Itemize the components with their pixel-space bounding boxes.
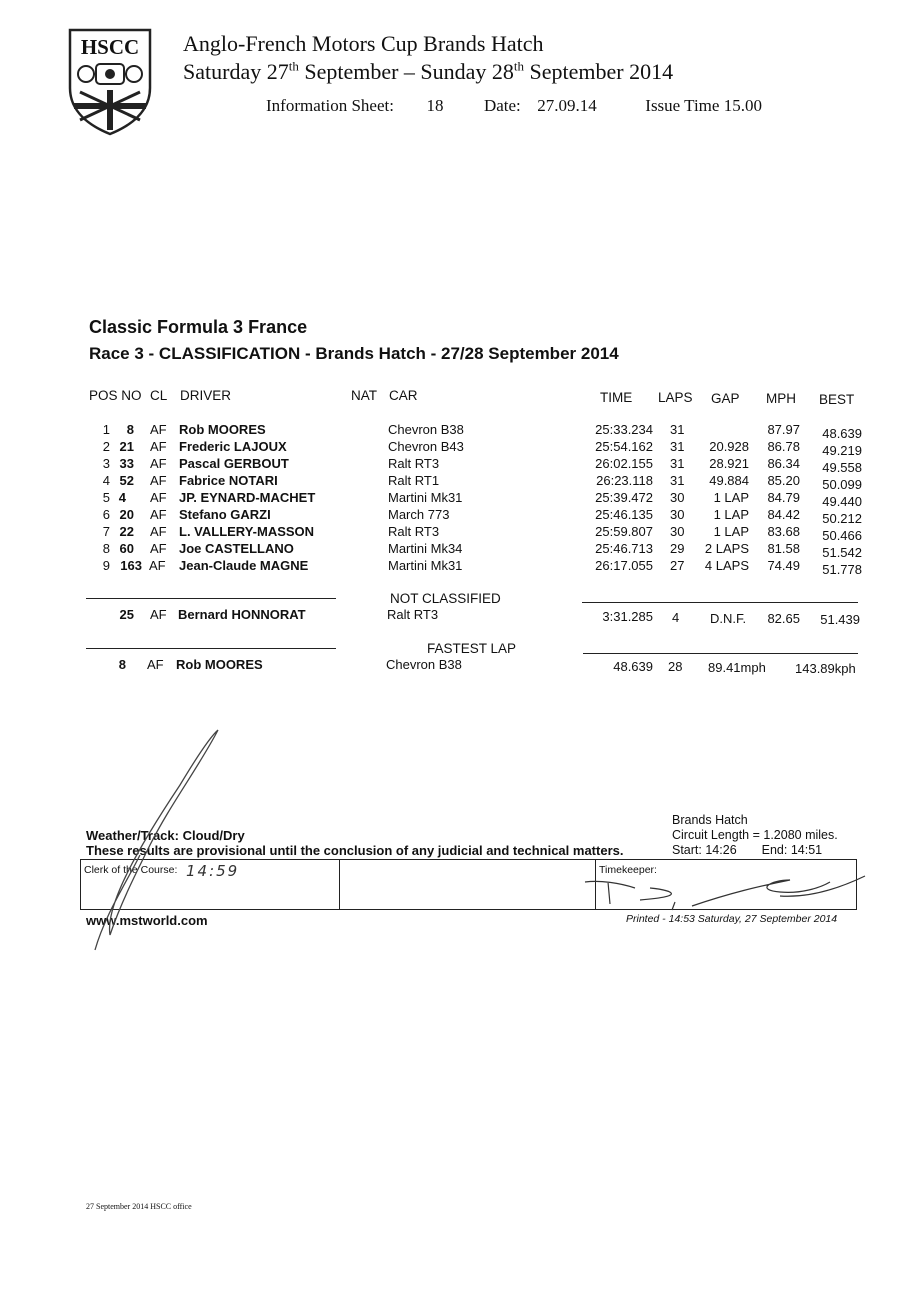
provisional-notice: These results are provisional until the conclusion of any judicial and technical matters. <box>86 843 624 858</box>
weather-track: Weather/Track: Cloud/Dry <box>86 828 245 843</box>
col-header-cl: CL <box>150 388 168 403</box>
date-value: 27.09.14 <box>537 96 597 115</box>
col-header-pos-no: POS NO <box>89 388 142 403</box>
info-sheet-number: 18 <box>426 96 444 115</box>
table-row: 9 163 AF Jean-Claude MAGNE Martini Mk31 26:17.055 27 4 LAPS 74.49 51.778 <box>102 558 862 577</box>
event-dates: Saturday 27th September – Sunday 28th September 2014 <box>183 58 674 84</box>
col-header-gap: GAP <box>711 391 740 406</box>
divider <box>86 598 336 599</box>
info-sheet-label: Information Sheet: <box>266 96 394 115</box>
end-label: End: <box>761 843 788 857</box>
printed-timestamp: Printed - 14:53 Saturday, 27 September 2014 <box>626 913 838 925</box>
clerk-of-course-label: Clerk of the Course: <box>84 864 178 876</box>
timekeeper-label: Timekeeper: <box>599 864 657 876</box>
table-row: 3 33 AF Pascal GERBOUT Ralt RT3 26:02.155 31 28.921 86.34 49.558 <box>102 456 862 475</box>
col-header-car: CAR <box>389 388 418 403</box>
table-row: 5 4 AF JP. EYNARD-MACHET Martini Mk31 25:39.472 30 1 LAP 84.79 49.440 <box>102 490 862 509</box>
start-end-times <box>672 843 838 858</box>
circuit-name: Brands Hatch <box>672 813 748 827</box>
divider <box>582 602 858 603</box>
col-header-nat: NAT <box>351 388 377 403</box>
table-row: 2 21 AF Frederic LAJOUX Chevron B43 25:54.162 31 20.928 86.78 49.219 <box>102 439 862 458</box>
col-header-time: TIME <box>600 390 633 405</box>
col-header-best: BEST <box>819 392 855 407</box>
logo-text: HSCC <box>80 35 140 59</box>
signature-cell-divider <box>339 860 340 909</box>
end-time: 14:51 <box>790 843 823 857</box>
info-line <box>266 96 762 116</box>
issue-time: Issue Time 15.00 <box>645 96 762 115</box>
table-row: 4 52 AF Fabrice NOTARI Ralt RT1 26:23.118 31 49.884 85.20 50.099 <box>102 473 862 492</box>
circuit-info <box>672 813 838 858</box>
event-title: Anglo-French Motors Cup Brands Hatch <box>183 31 544 56</box>
series-title: Classic Formula 3 France <box>89 317 308 337</box>
col-header-laps: LAPS <box>658 390 693 405</box>
divider <box>583 653 858 654</box>
not-classified-row: 25 AF Bernard HONNORAT Ralt RT3 3:31.285 4 D.N.F. 82.65 51.439 <box>119 607 860 627</box>
start-label: Start: <box>672 843 702 857</box>
not-classified-label: NOT CLASSIFIED <box>390 591 501 606</box>
start-time: 14:26 <box>705 843 737 857</box>
office-note: 27 September 2014 HSCC office <box>86 1202 192 1211</box>
hscc-logo <box>66 26 154 136</box>
fastest-lap-row: 8 AF Rob MOORES Chevron B38 48.639 28 89.41mph 143.89kph <box>118 657 856 676</box>
website-link[interactable]: www.mstworld.com <box>86 913 208 928</box>
date-label: Date: <box>483 96 521 115</box>
table-row: 7 22 AF L. VALLERY-MASSON Ralt RT3 25:59.807 30 1 LAP 83.68 50.466 <box>102 524 862 543</box>
divider <box>86 648 336 649</box>
table-row: 8 60 AF Joe CASTELLANO Martini Mk34 25:46.713 29 2 LAPS 81.58 51.542 <box>102 541 862 560</box>
timekeeper-cell <box>595 860 657 909</box>
table-row: 6 20 AF Stefano GARZI March 773 25:46.135 30 1 LAP 84.42 50.212 <box>102 507 862 526</box>
fastest-lap-label: FASTEST LAP <box>427 641 517 656</box>
col-header-mph: MPH <box>766 391 796 406</box>
race-title: Race 3 - CLASSIFICATION - Brands Hatch - 27/28 September 2014 <box>89 344 619 363</box>
circuit-length: Circuit Length = 1.2080 miles. <box>672 828 838 842</box>
table-row: 1 8 AF Rob MOORES Chevron B38 25:33.234 31 87.97 48.639 <box>102 422 862 441</box>
col-header-driver: DRIVER <box>180 388 232 403</box>
clerk-handwritten-time: 14:59 <box>186 862 240 880</box>
